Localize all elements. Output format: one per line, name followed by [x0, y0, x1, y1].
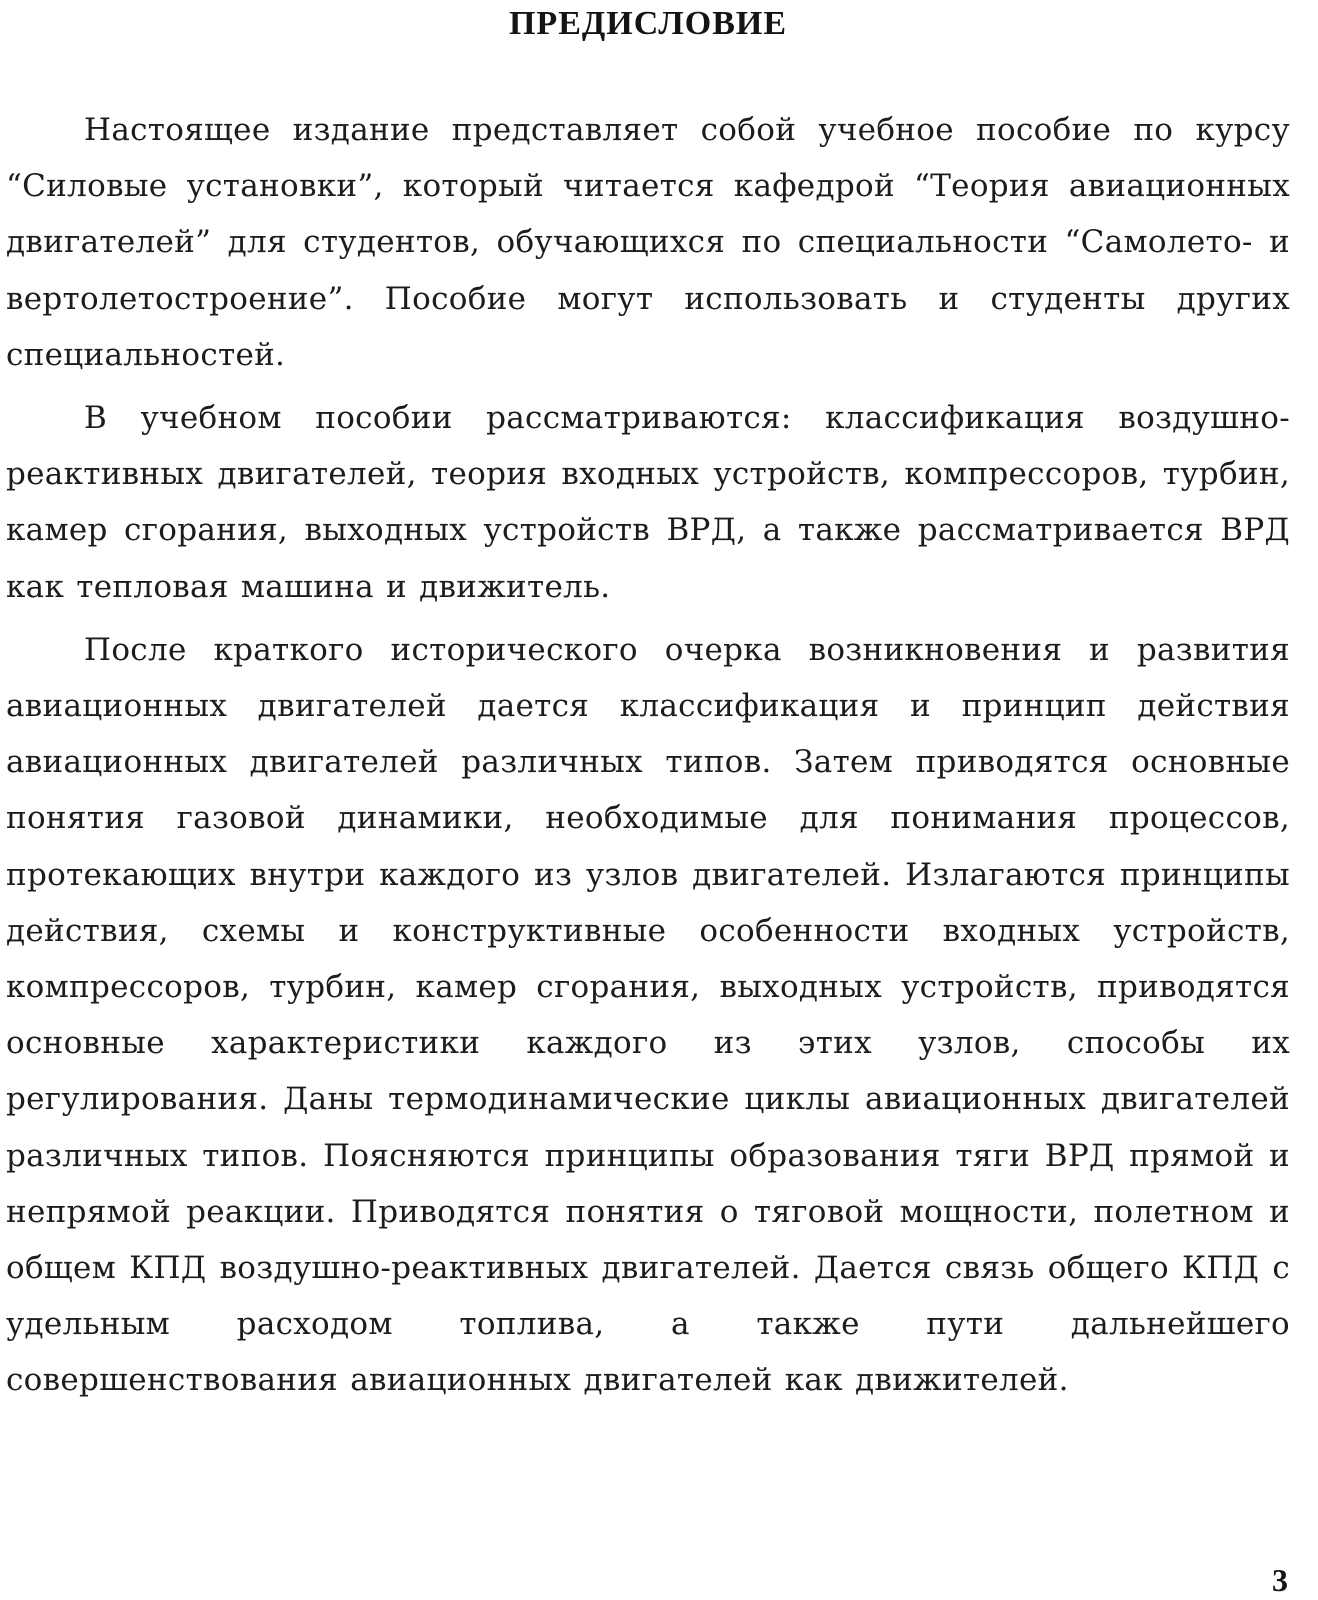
preface-body: [6, 102, 1290, 1416]
page-title: ПРЕДИСЛОВИЕ: [508, 5, 788, 42]
paragraph-3: После краткого исторического очерка возникновения и развития авиационных двигателей дается классификация и принцип действия авиационных двигателей различных типов. Затем приводятся основные понятия газовой динамики, необходимые для понимания процессов, протекающих внутри каждого из узлов двигателей. Излагаются принципы действия, схемы и конструктивные особенности входных устройств, компрессоров, турбин, камер сгорания, выходных устройств, приводятся основные характеристики каждого из этих узлов, способы их регулирования. Даны термодинамические циклы авиационных двигателей различных типов. Поясняются принципы образования тяги ВРД прямой и непрямой реакции. Приводятся понятия о тяговой мощности, полетном и общем КПД воздушно-реактивных двигателей. Дается связь общего КПД с удельным расходом топлива, а также пути дальнейшего совершенствования авиационных двигателей как движителей.: [6, 631, 1290, 1399]
paragraph-1: Настоящее издание представляет собой учебное пособие по курсу “Силовые установки”, который читается кафедрой “Теория авиационных двигателей” для студентов, обучающихся по специальности “Самолето- и вертолетостроение”. Пособие могут использовать и студенты других специальностей.: [6, 112, 1290, 373]
paragraph-2: В учебном пособии рассматриваются: классификация воздушно-реактивных двигателей, теория входных устройств, компрессоров, турбин, камер сгорания, выходных устройств ВРД, а также рассматривается ВРД как тепловая машина и движитель.: [6, 400, 1290, 605]
page-number: 3: [1272, 1562, 1288, 1598]
